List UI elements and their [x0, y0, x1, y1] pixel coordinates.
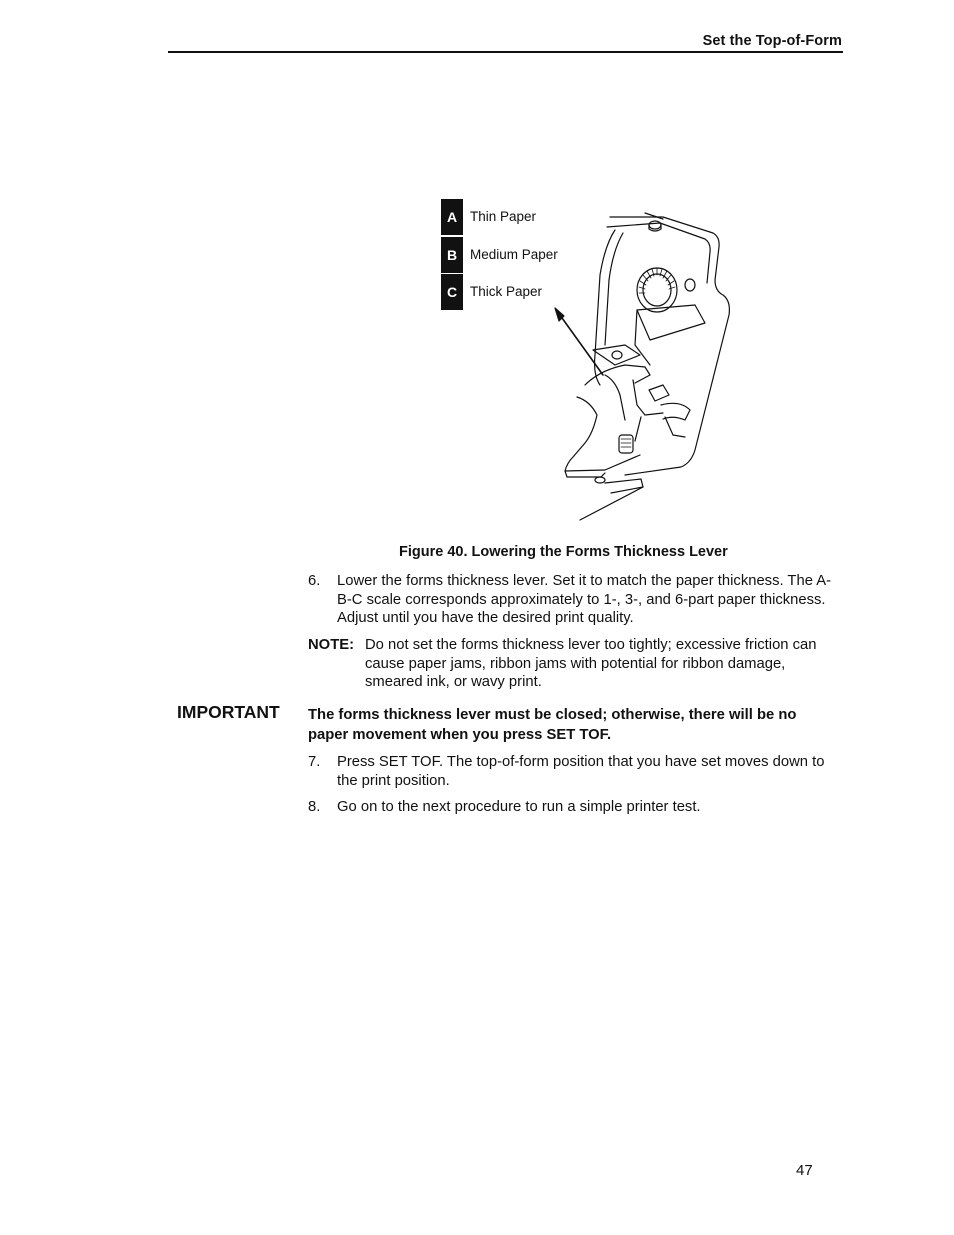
- header-rule: [168, 51, 843, 53]
- important-text: The forms thickness lever must be closed; otherwise, there will be no paper movement when you press SET TOF.: [308, 707, 797, 743]
- forms-thickness-lever-illustration: [545, 205, 735, 525]
- note-text: Do not set the forms thickness lever too tightly; excessive friction can cause paper jams, ribbon jams with potential for ribbon damage, smeared ink, or wavy print.: [365, 637, 817, 690]
- step-text: Press SET TOF. The top-of-form position that you have set moves down to the print position.: [337, 754, 825, 789]
- step-text: Lower the forms thickness lever. Set it to match the paper thickness. The A-B-C scale corresponds approximately to 1-, 3-, and 6-part paper thickness. Adjust until you have the desired print quality.: [337, 573, 832, 626]
- header-title: Set the Top-of-Form: [702, 33, 842, 49]
- legend-key-b: B: [441, 237, 463, 273]
- figure-caption: Figure 40. Lowering the Forms Thickness Lever: [399, 544, 728, 560]
- note-label: NOTE:: [308, 637, 355, 653]
- legend-key-c: C: [441, 274, 463, 310]
- step-number: 7.: [308, 754, 321, 770]
- legend-label-a: Thin Paper: [470, 209, 537, 224]
- legend-label-c: Thick Paper: [470, 284, 543, 299]
- page-number: 47: [796, 1162, 813, 1179]
- step-text: Go on to the next procedure to run a simple printer test.: [337, 799, 701, 815]
- legend-label-b: Medium Paper: [470, 246, 558, 262]
- step-number: 8.: [308, 799, 321, 815]
- legend-key-a: A: [441, 199, 463, 235]
- step-number: 6.: [308, 573, 321, 589]
- important-label: IMPORTANT: [177, 702, 280, 722]
